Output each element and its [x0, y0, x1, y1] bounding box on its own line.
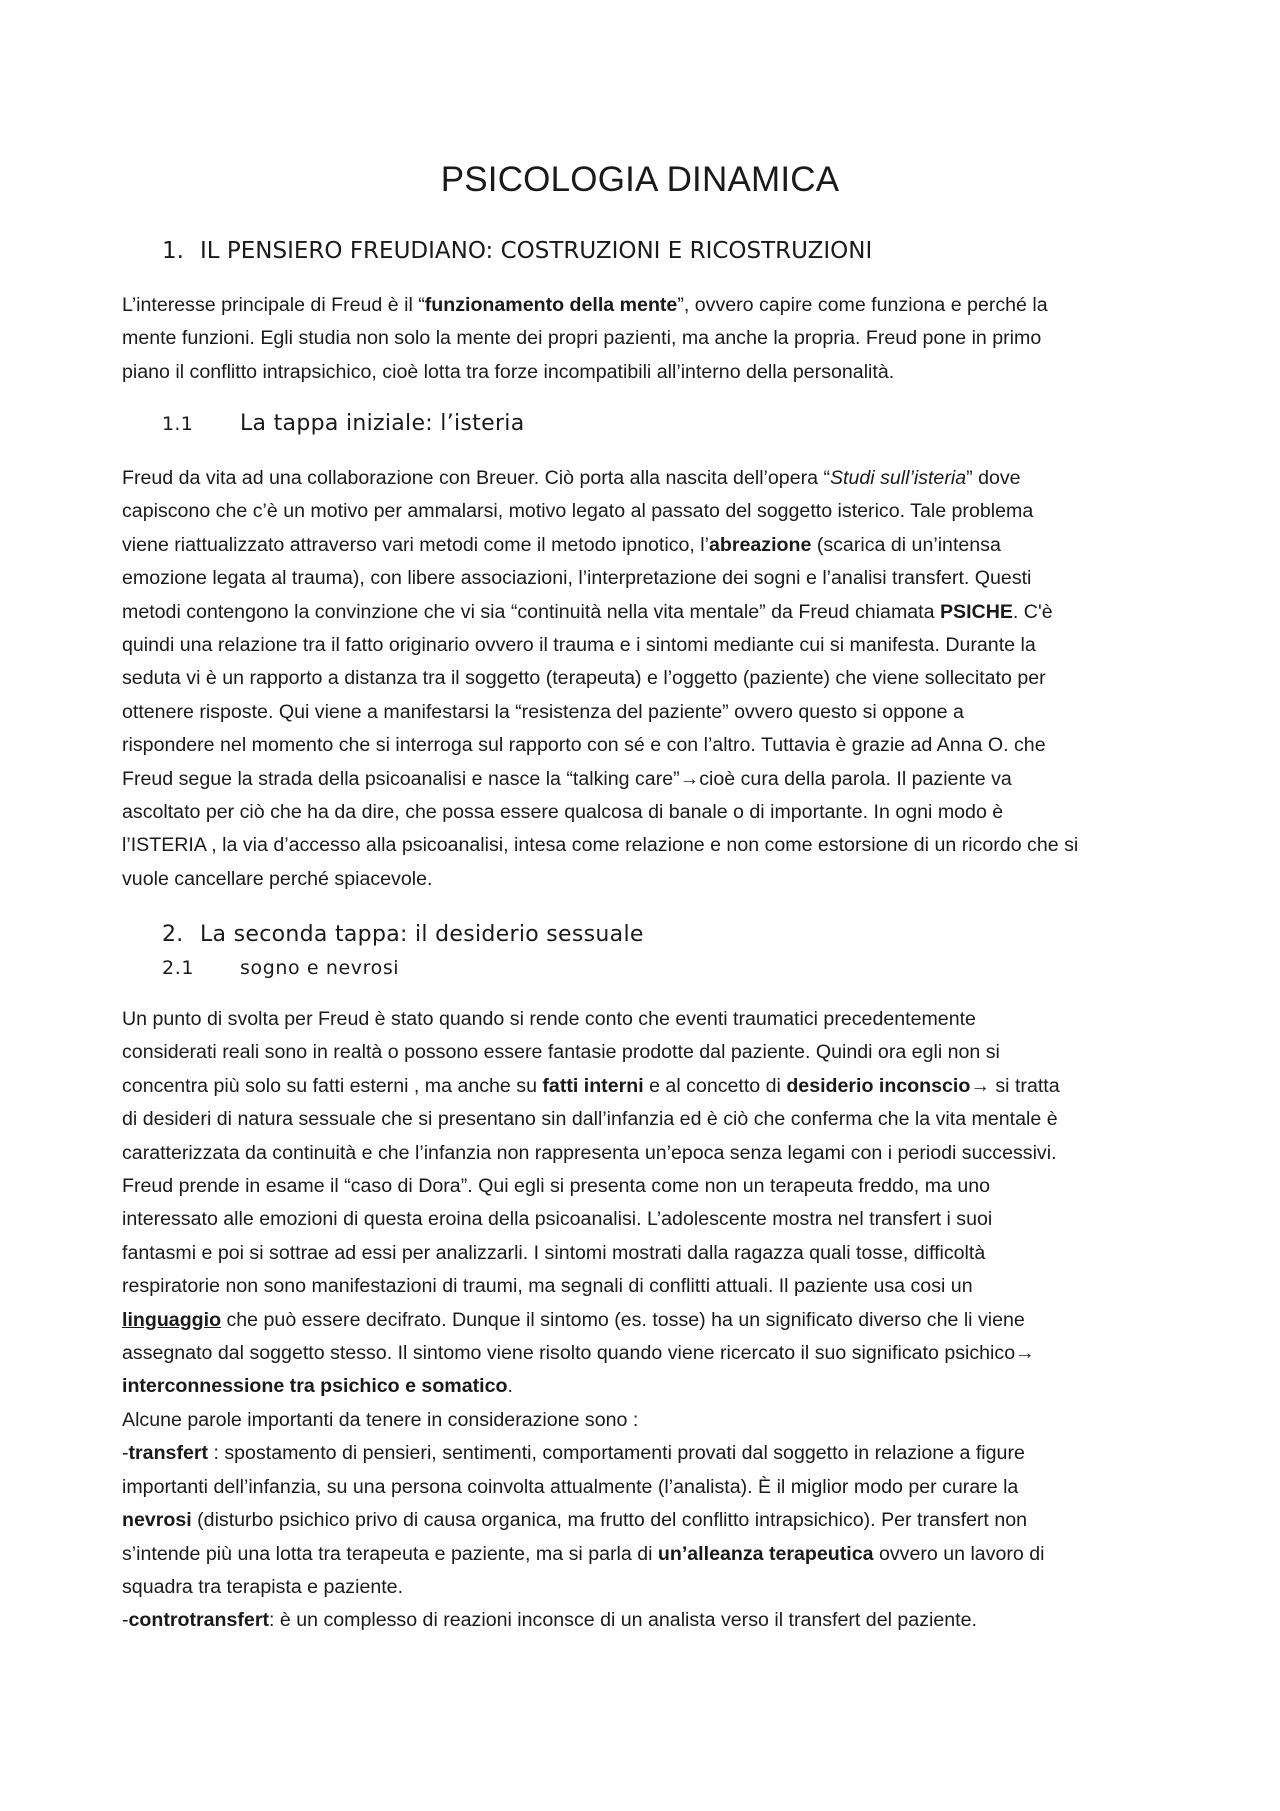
text-line: fantasmi e poi si sottrae ad essi per analizzarli. I sintomi mostrati dalla ragazza quali tosse, difficoltà — [122, 1241, 986, 1264]
section-heading-1 — [162, 236, 872, 266]
text-line: Freud segue la strada della psicoanalisi e nasce la “talking care”→cioè cura della parola. Il paziente va — [122, 767, 1012, 790]
text-run: ovvero un lavoro di — [873, 1542, 1045, 1565]
bold-text: fatti interni — [542, 1074, 644, 1097]
document-title: PSICOLOGIA DINAMICA — [440, 160, 840, 199]
text-line: quindi una relazione tra il fatto originario ovvero il trauma e i sintomi mediante cui si manifesta. Durante la — [122, 634, 1036, 657]
section-title: La seconda tappa: il desiderio sessuale — [200, 922, 644, 947]
text-line: caratterizzata da continuità e che l’infanzia non rappresenta un’epoca senza legami con i periodi successivi. — [122, 1141, 1057, 1164]
text-line: l’ISTERIA , la via d’accesso alla psicoanalisi, intesa come relazione e non come estorsione di un ricordo che si — [122, 834, 1079, 857]
text-line: respiratorie non sono manifestazioni di traumi, ma segnali di conflitti attuali. Il paziente usa cosi un — [122, 1275, 973, 1298]
paragraph-isteria — [122, 462, 1166, 896]
text-line: rispondere nel momento che si interroga sul rapporto con sé e con l’altro. Tuttavia è grazie ad Anna O. che — [122, 734, 1046, 757]
text-line: Freud prende in esame il “caso di Dora”. Qui egli si presenta come non un terapeuta freddo, ma uno — [122, 1175, 991, 1198]
text-line: emozione legata al trauma), con libere associazioni, l’interpretazione dei sogni e l’analisi transfert. Questi — [122, 567, 1032, 590]
bold-text: controtransfert — [128, 1609, 269, 1632]
text-run: - — [122, 1609, 129, 1632]
underlined-bold-text: linguaggio — [122, 1308, 222, 1331]
paragraph-intro — [122, 289, 1166, 389]
text-line: capiscono che c’è un motivo per ammalarsi, motivo legato al passato del soggetto isterico. Tale problema — [122, 500, 1034, 523]
text-line: piano il conflitto intrapsichico, cioè lotta tra forze incompatibili all’interno della personalità. — [122, 360, 895, 383]
text-line — [122, 1437, 1166, 1470]
text-line: ottenere risposte. Qui viene a manifestarsi la “resistenza del paziente” ovvero questo si oppone a — [122, 700, 964, 723]
section-number: 2. — [162, 922, 184, 947]
text-run: si tratta — [989, 1074, 1060, 1097]
text-line: di desideri di natura sessuale che si presentano sin dall’infanzia ed è ciò che conferma che la vita mentale è — [122, 1108, 1058, 1131]
bold-text: un’alleanza terapeutica — [657, 1542, 874, 1565]
text-line — [122, 1304, 1166, 1337]
text-run: metodi contengono la convinzione che vi sia “continuità nella vita mentale” da Freud chiamata — [122, 600, 940, 623]
section-title: sogno e nevrosi — [240, 957, 400, 979]
section-heading-2 — [162, 920, 644, 950]
text-line — [122, 1604, 1166, 1637]
text-line: Alcune parole importanti da tenere in considerazione sono : — [122, 1408, 639, 1431]
section-heading-1-1 — [162, 409, 525, 439]
bold-text: transfert — [128, 1442, 209, 1465]
text-run: (disturbo psichico privo di causa organica, ma frutto del conflitto intrapsichico). Per transfert non — [191, 1509, 1028, 1532]
text-line: interessato alle emozioni di questa eroina della psicoanalisi. L’adolescente mostra nel transfert i suoi — [122, 1208, 993, 1231]
text-line — [122, 596, 1166, 629]
text-run: ” dove — [966, 467, 1021, 489]
text-line: assegnato dal soggetto stesso. Il sintomo viene risolto quando viene ricercato il suo significato psichico→ — [122, 1342, 1035, 1365]
bold-text: desiderio inconscio→ — [786, 1074, 990, 1097]
text-run: che può essere decifrato. Dunque il sintomo (es. tosse) ha un significato diverso che li viene — [221, 1308, 1025, 1331]
text-line — [122, 529, 1166, 562]
text-run: (scarica di un’intensa — [811, 533, 1001, 556]
text-line: vuole cancellare perché spiacevole. — [122, 867, 433, 890]
text-line: considerati reali sono in realtà o possono essere fantasie prodotte dal paziente. Quindi ora egli non si — [122, 1041, 1000, 1064]
italic-text: Studi sull’isteria — [829, 467, 967, 489]
text-run: Freud da vita ad una collaborazione con Breuer. Ciò porta alla nascita dell’opera “ — [122, 467, 830, 489]
text-run: L’interesse principale di Freud è il “ — [122, 294, 425, 316]
section-number: 1. — [162, 238, 184, 264]
bold-text: funzionamento della mente — [424, 294, 678, 316]
text-line: seduta vi è un rapporto a distanza tra il soggetto (terapeuta) e l’oggetto (paziente) che viene sollecitato per — [122, 667, 1046, 690]
bold-text: PSICHE — [939, 600, 1013, 623]
text-line — [122, 462, 1166, 495]
text-line — [122, 289, 1166, 322]
text-line: Un punto di svolta per Freud è stato quando si rende conto che eventi traumatici precedentemente — [122, 1008, 976, 1030]
section-title: IL PENSIERO FREUDIANO: COSTRUZIONI E RICOSTRUZIONI — [200, 238, 873, 264]
bold-text: nevrosi — [122, 1509, 192, 1532]
section-number: 2.1 — [162, 957, 195, 979]
section-title: La tappa iniziale: l’isteria — [240, 411, 525, 436]
text-line: mente funzioni. Egli studia non solo la mente dei propri pazienti, ma anche la propria. Freud pone in primo — [122, 327, 1042, 350]
text-run: e al concetto di — [643, 1074, 787, 1097]
bold-text: abreazione — [709, 533, 812, 556]
text-run: concentra più solo su fatti esterni , ma anche su — [122, 1074, 543, 1097]
section-heading-2-1 — [162, 955, 399, 981]
text-run: . — [507, 1375, 513, 1398]
text-line — [122, 1070, 1166, 1103]
section-number: 1.1 — [162, 413, 194, 435]
text-run: - — [122, 1442, 129, 1465]
paragraph-desiderio — [122, 1003, 1166, 1638]
text-run: . C'è — [1012, 600, 1053, 623]
text-line: squadra tra terapista e paziente. — [122, 1575, 404, 1598]
text-run: s’intende più una lotta tra terapeuta e paziente, ma si parla di — [122, 1542, 658, 1565]
text-line: importanti dell’infanzia, su una persona coinvolta attualmente (l’analista). È il miglior modo per curare la — [122, 1475, 1019, 1498]
text-line: ascoltato per ciò che ha da dire, che possa essere qualcosa di banale o di importante. In ogni modo è — [122, 801, 1004, 824]
text-line — [122, 1504, 1166, 1537]
text-line — [122, 1538, 1166, 1571]
text-run: viene riattualizzato attraverso vari metodi come il metodo ipnotico, l’ — [122, 533, 709, 556]
text-run: : è un complesso di reazioni inconsce di un analista verso il transfert del paziente. — [268, 1609, 977, 1632]
bold-text: interconnessione tra psichico e somatico — [122, 1375, 508, 1398]
text-run: ”, ovvero capire come funziona e perché la — [677, 294, 1048, 316]
text-line — [122, 1370, 1166, 1403]
text-run: : spostamento di pensieri, sentimenti, comportamenti provati dal soggetto in relazione a figure — [208, 1442, 1025, 1465]
